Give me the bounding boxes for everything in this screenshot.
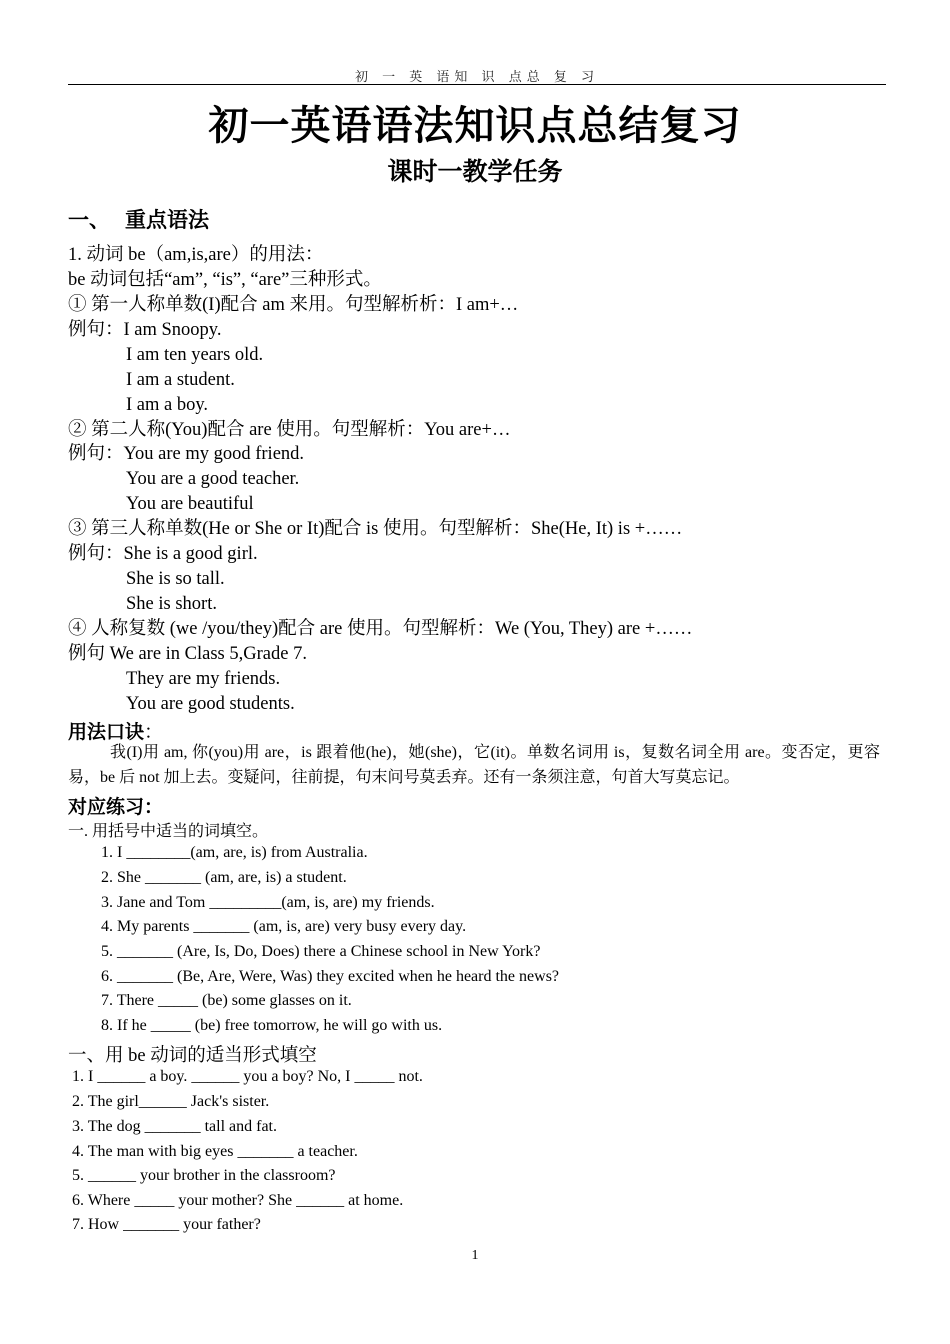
exercise-question: 4. My parents _______ (am, is, are) very busy every day. (101, 918, 467, 935)
usage-rhyme: 我(I)用 am, 你(you)用 are，is 跟着他(he)，她(she)，它(it)。单数名词用 is，复数名词全用 are。变否定，更容易，be 后 not 加上去。变疑问，往前提，句末问号莫丢弃。还有一条须注意，句首大写莫忘记。 (68, 744, 880, 786)
exercise-question: 5. _______ (Are, Is, Do, Does) there a Chinese school in New York? (101, 943, 541, 960)
example-sentence: You are beautiful (126, 494, 254, 514)
exercise-question: 2. She _______ (am, are, is) a student. (101, 869, 347, 886)
example-sentence: I am a student. (126, 370, 235, 390)
example-line: 例句 We are in Class 5,Grade 7. (68, 644, 307, 664)
section-heading (68, 204, 209, 234)
section-label: 重点语法 (125, 208, 209, 232)
practice-label: 对应练习： (68, 796, 164, 818)
example-line: 例句：She is a good girl. (68, 544, 258, 564)
rule-line: ① 第一人称单数(I)配合 am 来用。句型解析析：I am+… (68, 295, 519, 315)
usage-label (68, 717, 163, 744)
be-forms-line: be 动词包括“am”, “is”, “are”三种形式。 (68, 270, 382, 290)
rule-line: ② 第二人称(You)配合 are 使用。句型解析：You are+… (68, 420, 511, 440)
exercise-question: 4. The man with big eyes _______ a teacher. (72, 1143, 358, 1160)
exercise-question: 3. The dog _______ tall and fat. (72, 1118, 277, 1135)
example-sentence: I am ten years old. (126, 345, 264, 365)
exercise-question: 3. Jane and Tom _________(am, is, are) my friends. (101, 894, 435, 911)
exercise-question: 1. I ______ a boy. ______ you a boy? No, I _____ not. (72, 1068, 423, 1085)
usage-label-colon: ： (144, 721, 164, 743)
page-subtitle: 课时一教学任务 (387, 157, 563, 186)
usage-label-text: 用法口诀 (68, 721, 145, 743)
exercise-question: 6. Where _____ your mother? She ______ at home. (72, 1192, 404, 1209)
rule-line: ③ 第三人称单数(He or She or It)配合 is 使用。句型解析：She(He, It) is +…… (68, 519, 683, 539)
example-sentence: She is short. (126, 594, 217, 614)
exercise-question: 2. The girl______ Jack's sister. (72, 1093, 270, 1110)
item-heading: 1. 动词 be（am,is,are）的用法： (68, 245, 324, 265)
exercise-question: 6. _______ (Be, Are, Were, Was) they excited when he heard the news? (101, 968, 560, 985)
exercise-title: 一、用 be 动词的适当形式填空 (68, 1046, 317, 1066)
header-rule (68, 84, 886, 85)
page-number: 1 (471, 1248, 479, 1263)
running-header: 初 一 英 语知 识 点总 复 习 (355, 70, 599, 85)
section-number: 一、 (68, 208, 110, 232)
exercise-question: 1. I ________(am, are, is) from Australia. (101, 844, 368, 861)
exercise-title: 一. 用括号中适当的词填空。 (68, 823, 269, 840)
page-title: 初一英语语法知识点总结复习 (208, 103, 742, 149)
example-sentence: She is so tall. (126, 569, 225, 589)
example-sentence: I am a boy. (126, 395, 209, 415)
exercise-question: 7. How _______ your father? (72, 1216, 261, 1233)
example-line: 例句：You are my good friend. (68, 444, 305, 464)
exercise-question: 8. If he _____ (be) free tomorrow, he will go with us. (101, 1017, 443, 1034)
exercise-question: 7. There _____ (be) some glasses on it. (101, 992, 352, 1009)
example-sentence: You are a good teacher. (126, 469, 300, 489)
example-sentence: They are my friends. (126, 669, 281, 689)
example-sentence: You are good students. (126, 694, 295, 714)
rule-line: ④ 人称复数 (we /you/they)配合 are 使用。句型解析：We (You, They) are +…… (68, 619, 693, 639)
example-line: 例句：I am Snoopy. (68, 320, 222, 340)
exercise-question: 5. ______ your brother in the classroom? (72, 1167, 336, 1184)
